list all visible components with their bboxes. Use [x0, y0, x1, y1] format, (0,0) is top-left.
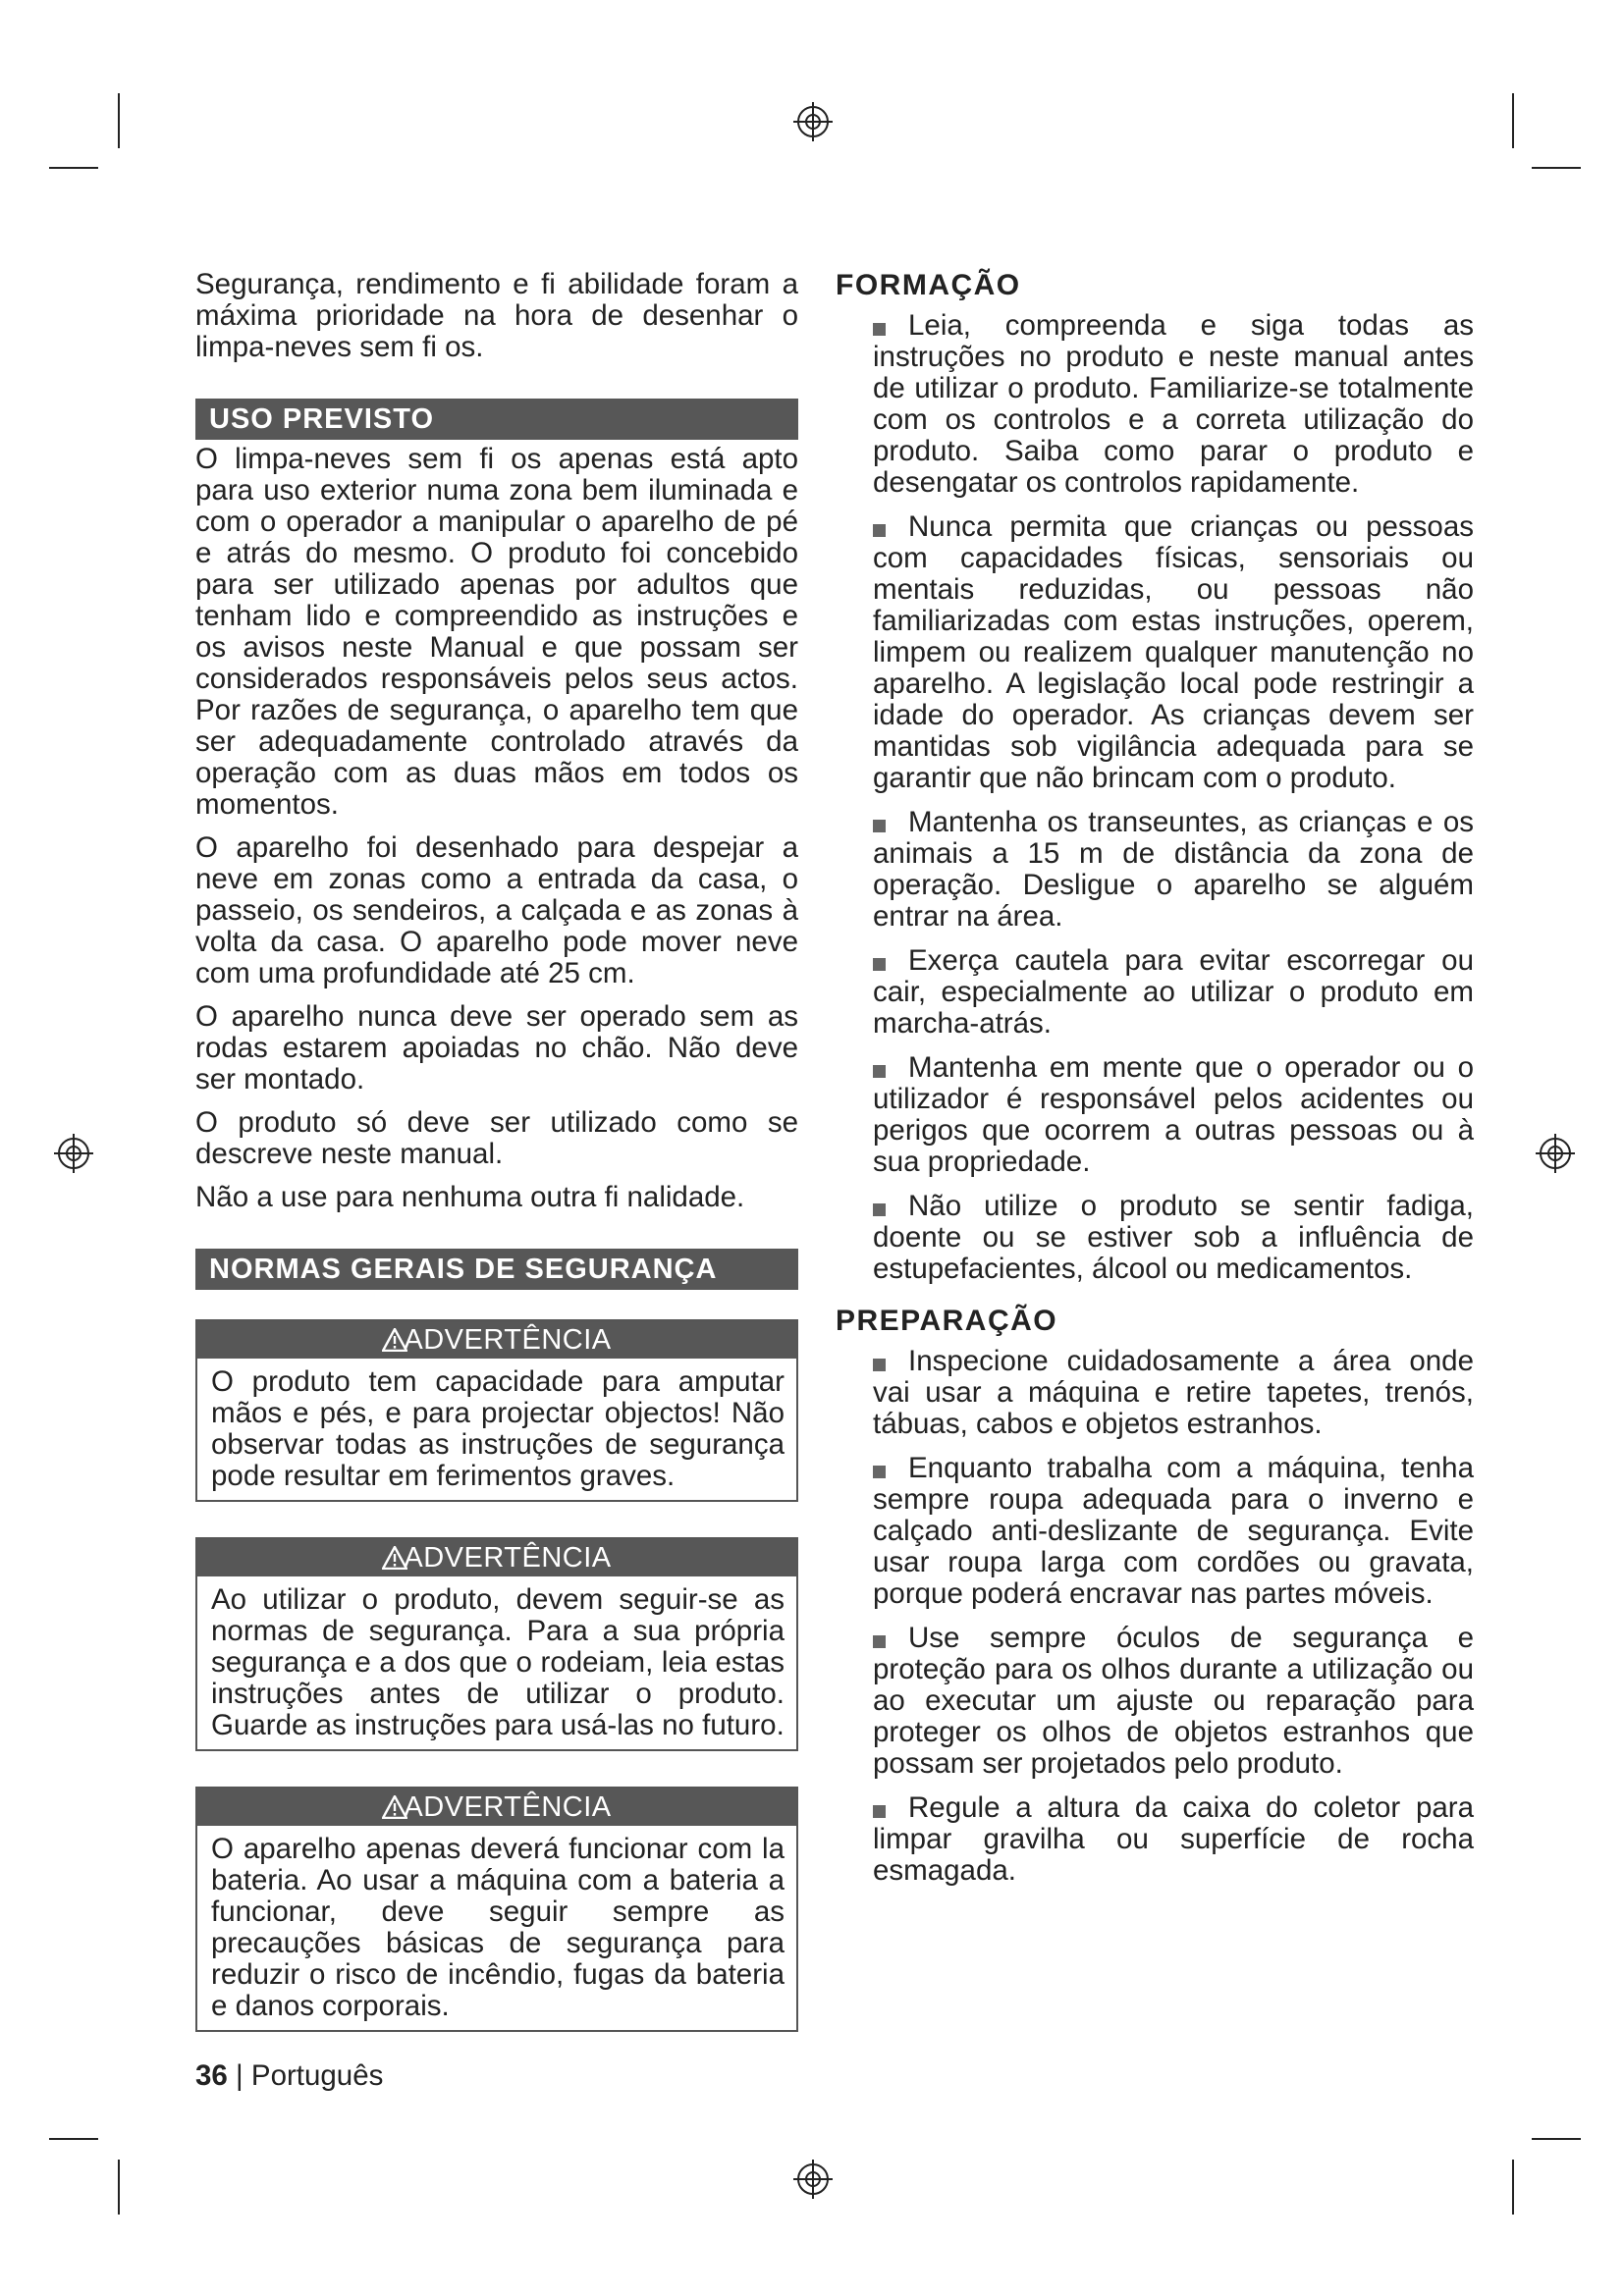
warning-label: ADVERTÊNCIA	[404, 1324, 612, 1356]
crop-mark	[1512, 2160, 1514, 2215]
crop-mark	[118, 93, 120, 148]
crop-mark	[118, 2160, 120, 2215]
registration-mark-icon	[1534, 1132, 1577, 1175]
section-heading-normas: NORMAS GERAIS DE SEGURANÇA	[195, 1249, 798, 1290]
bullet-square-icon	[873, 1466, 886, 1478]
list-item: Exerça cautela para evitar escorregar ou cair, especialmente ao utilizar o produto em marcha-atrás.	[873, 944, 1474, 1040]
section-heading-formacao: FORMAÇÃO	[836, 269, 1021, 301]
bullet-square-icon	[873, 524, 886, 537]
list-item: Nunca permita que crianças ou pessoas com capacidades físicas, sensoriais ou mentais reduzidas, ou pessoas não familiarizadas com estas instruções, operem, limpem ou realizem qualquer manutenção no aparelho. A legislação local pode restringir a idade do operador. As crianças devem ser mantidas sob vigilância adequada para se garantir que não brincam com o produto.	[873, 510, 1474, 794]
bullet-square-icon	[873, 1805, 886, 1818]
uso-paragraph: O produto só deve ser utilizado como se descreve neste manual.	[195, 1106, 798, 1170]
warning-text: Ao utilizar o produto, devem seguir-se as normas de segurança. Para a sua própria segurança e a dos que o rodeiam, leia estas instruções antes de utilizar o produto. Guarde as instruções para usá-las no futuro.	[211, 1583, 785, 1741]
warning-text: O aparelho apenas deverá funcionar com la bateria. Ao usar a máquina com a bateria a funcionar, deve seguir sempre as precauções básicas de segurança para reduzir o risco de incêndio, fugas da bateria e danos corporais.	[211, 1833, 785, 2022]
registration-mark-icon	[791, 100, 835, 143]
crop-mark	[1532, 2138, 1581, 2140]
list-item: Mantenha os transeuntes, as crianças e os animais a 15 m de distância da zona de operação. Desligue o aparelho se alguém entrar na área.	[873, 806, 1474, 933]
list-item: Mantenha em mente que o operador ou o utilizador é responsável pelos acidentes ou perigos que ocorrem a outras pessoas ou à sua propriedade.	[873, 1051, 1474, 1178]
warning-box	[195, 1319, 798, 1502]
bullet-square-icon	[873, 820, 886, 832]
crop-mark	[49, 2138, 98, 2140]
bullet-square-icon	[873, 958, 886, 971]
uso-paragraph: Não a use para nenhuma outra fi nalidade.	[195, 1181, 745, 1213]
bullet-square-icon	[873, 1203, 886, 1216]
footer-separator: |	[227, 2059, 251, 2092]
uso-paragraph: O limpa-neves sem fi os apenas está apto para uso exterior numa zona bem iluminada e com o operador a manipular o aparelho de pé e atrás do mesmo. O produto foi concebido para ser utilizado apenas por adultos que tenham lido e compreendido as instruções e os avisos neste Manual e que possam ser considerados responsáveis pelos seus actos. Por razões de segurança, o aparelho tem que ser adequadamente controlado através da operação com as duas mãos em todos os momentos.	[195, 443, 798, 821]
bullet-square-icon	[873, 323, 886, 336]
warning-label: ADVERTÊNCIA	[404, 1791, 612, 1823]
right-column	[836, 269, 1474, 1899]
warning-box	[195, 1537, 798, 1751]
bullet-square-icon	[873, 1065, 886, 1078]
uso-paragraph: O aparelho nunca deve ser operado sem as rodas estarem apoiadas no chão. Não deve ser montado.	[195, 1000, 798, 1095]
page-footer	[195, 2059, 383, 2093]
warning-box	[195, 1787, 798, 2032]
warning-header	[197, 1789, 796, 1826]
list-item: Use sempre óculos de segurança e proteção para os olhos durante a utilização ou ao executar um ajuste ou reparação para proteger os olhos de objetos estranhos que possam ser projetados pelo produto.	[873, 1622, 1474, 1780]
crop-mark	[1512, 93, 1514, 148]
uso-paragraph: O aparelho foi desenhado para despejar a neve em zonas como a entrada da casa, o passeio, os sendeiros, a calçada e as zonas à volta da casa. O aparelho pode mover neve com uma profundidade até 25 cm.	[195, 831, 798, 989]
warning-text: O produto tem capacidade para amputar mãos e pés, e para projectar objectos! Não observar todas as instruções de segurança pode resultar em ferimentos graves.	[211, 1365, 785, 1492]
section-heading-preparacao: PREPARAÇÃO	[836, 1305, 1058, 1337]
list-item: Inspecione cuidadosamente a área onde vai usar a máquina e retire tapetes, trenós, tábuas, cabos e objetos estranhos.	[873, 1345, 1474, 1440]
registration-mark-icon	[52, 1132, 95, 1175]
warning-header	[197, 1321, 796, 1359]
intro-paragraph: Segurança, rendimento e fi abilidade foram a máxima prioridade na hora de desenhar o limpa-neves sem fi os.	[195, 268, 798, 363]
crop-mark	[49, 167, 98, 169]
bullet-square-icon	[873, 1359, 886, 1371]
preparacao-list	[873, 1346, 1474, 1887]
page-number: 36	[195, 2059, 228, 2092]
bullet-square-icon	[873, 1635, 886, 1648]
list-item: Enquanto trabalha com a máquina, tenha sempre roupa adequada para o inverno e calçado anti-deslizante de segurança. Evite usar roupa larga com cordões ou gravata, porque poderá encravar nas partes móveis.	[873, 1452, 1474, 1610]
registration-mark-icon	[791, 2158, 835, 2201]
warning-header	[197, 1539, 796, 1576]
list-item: Leia, compreenda e siga todas as instruções no produto e neste manual antes de utilizar o produto. Familiarize-se totalmente com os controlos e a correta utilização do produto. Saiba como parar o produto e desengatar os controlos rapidamente.	[873, 309, 1474, 499]
list-item: Não utilize o produto se sentir fadiga, doente ou se estiver sob a influência de estupefacientes, álcool ou medicamentos.	[873, 1190, 1474, 1285]
footer-language: Português	[250, 2059, 384, 2092]
left-column	[195, 269, 798, 2067]
warning-label: ADVERTÊNCIA	[404, 1542, 612, 1574]
formacao-list	[873, 310, 1474, 1285]
list-item: Regule a altura da caixa do coletor para limpar gravilha ou superfície de rocha esmagada.	[873, 1791, 1474, 1887]
crop-mark	[1532, 167, 1581, 169]
section-heading-uso-previsto: USO PREVISTO	[195, 399, 798, 440]
